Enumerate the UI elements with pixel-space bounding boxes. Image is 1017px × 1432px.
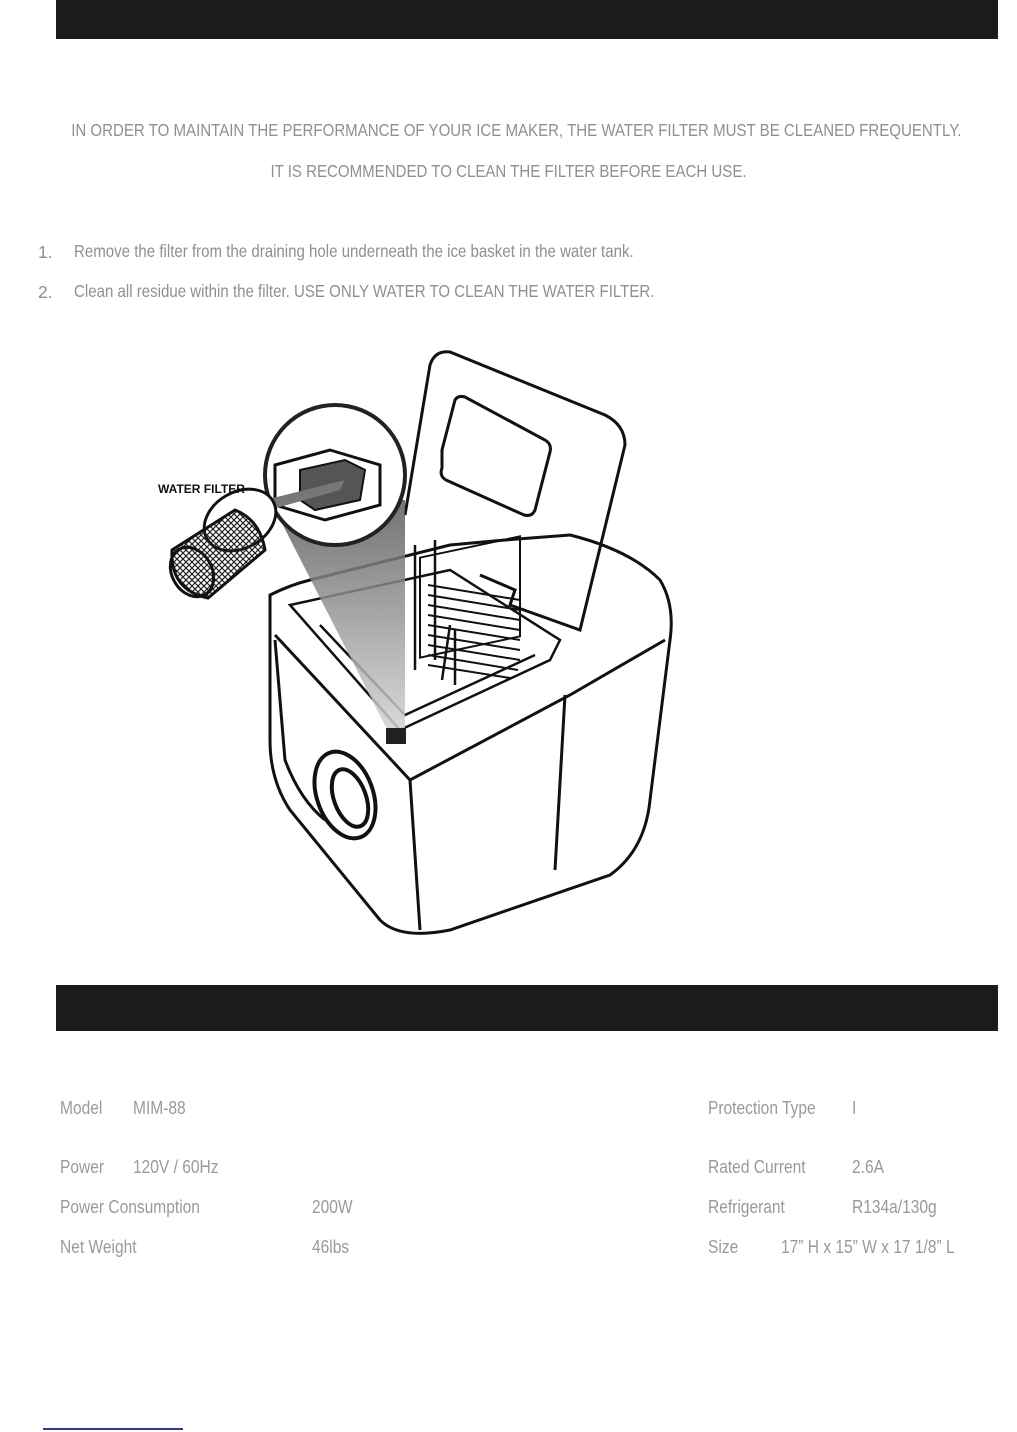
refrigerant-label: Refrigerant xyxy=(708,1196,785,1217)
control-knob xyxy=(303,743,386,847)
water-filter-label: WATER FILTER xyxy=(158,482,245,496)
open-lid xyxy=(405,352,625,630)
step-1-number: 1. xyxy=(38,242,53,262)
drain-hole-marker xyxy=(386,728,406,744)
top-header-bar xyxy=(56,0,998,39)
rated-current-label: Rated Current xyxy=(708,1156,806,1177)
intro-line-1: IN ORDER TO MAINTAIN THE PERFORMANCE OF YOUR ICE MAKER, THE WATER FILTER MUST BE CLEANED FREQUENTLY. xyxy=(71,120,962,140)
power-consumption-value: 200W xyxy=(312,1196,353,1217)
model-label: Model xyxy=(60,1097,103,1118)
size-label: Size xyxy=(708,1236,739,1257)
net-weight-value: 46lbs xyxy=(312,1236,350,1257)
step-2-text: Clean all residue within the filter. USE ONLY WATER TO CLEAN THE WATER FILTER. xyxy=(74,281,655,301)
rated-current-value: 2.6A xyxy=(852,1156,884,1177)
protection-type-value: I xyxy=(852,1097,857,1118)
net-weight-label: Net Weight xyxy=(60,1236,137,1257)
size-value: 17” H x 15” W x 17 1/8” L xyxy=(781,1236,955,1257)
specifications-header-bar xyxy=(56,985,998,1031)
refrigerant-value: R134a/130g xyxy=(852,1196,937,1217)
model-value: MIM-88 xyxy=(133,1097,186,1118)
power-value: 120V / 60Hz xyxy=(133,1156,219,1177)
step-1-text: Remove the filter from the draining hole underneath the ice basket in the water tank. xyxy=(74,241,634,261)
protection-type-label: Protection Type xyxy=(708,1097,816,1118)
intro-line-2: IT IS RECOMMENDED TO CLEAN THE FILTER BEFORE EACH USE. xyxy=(270,161,747,181)
ice-maker-illustration xyxy=(150,340,710,940)
magnifier-circle xyxy=(262,405,405,545)
footer-link-underline xyxy=(43,1428,183,1430)
power-consumption-label: Power Consumption xyxy=(60,1196,200,1217)
power-label: Power xyxy=(60,1156,105,1177)
step-2-number: 2. xyxy=(38,282,53,302)
